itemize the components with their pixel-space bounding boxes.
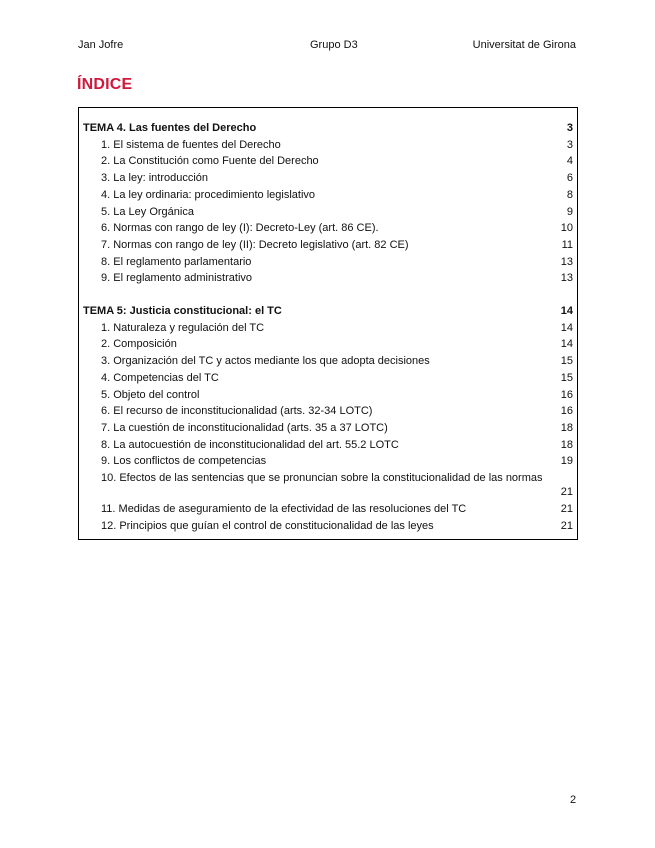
table-of-contents (78, 107, 578, 540)
toc-entry-page: 14 (560, 321, 573, 334)
toc-entry-page: 3 (566, 138, 573, 151)
toc-entry-label: 5. La Ley Orgánica (101, 205, 194, 218)
toc-entry-page: 16 (560, 405, 573, 418)
toc-entry[interactable] (83, 270, 573, 287)
toc-entry[interactable] (83, 437, 573, 454)
toc-entry-label: 11. Medidas de aseguramiento de la efectividad de las resoluciones del TC (101, 503, 467, 516)
toc-entry-page: 11 (561, 238, 573, 251)
toc-entry-page: 16 (560, 388, 573, 401)
toc-entry-label: 7. La cuestión de inconstitucionalidad (arts. 35 a 37 LOTC) (101, 421, 388, 434)
toc-entry-page: 9 (566, 205, 573, 218)
page-header (78, 39, 576, 53)
toc-entry-page: 18 (560, 421, 573, 434)
toc-entry-page: 21 (560, 519, 573, 532)
toc-entry[interactable] (83, 353, 573, 370)
header-group: Grupo D3 (310, 39, 358, 51)
toc-entry-label: 7. Normas con rango de ley (II): Decreto legislativo (art. 82 CE) (101, 238, 409, 251)
toc-entry[interactable] (83, 471, 573, 499)
toc-entry-page: 19 (560, 455, 573, 468)
toc-entry-page: 15 (560, 371, 573, 384)
toc-topic-heading[interactable] (83, 120, 573, 137)
toc-entry[interactable] (83, 387, 573, 404)
toc-entry-label: 10. Efectos de las sentencias que se pronuncian sobre la constitucionalidad de las normas (101, 472, 543, 485)
toc-entry-label: 2. La Constitución como Fuente del Derecho (101, 155, 319, 168)
header-university: Universitat de Girona (472, 39, 576, 51)
toc-entry-label: 6. El recurso de inconstitucionalidad (arts. 32-34 LOTC) (101, 405, 373, 418)
toc-entry-label: 3. La ley: introducción (101, 172, 209, 185)
toc-entry-page: 6 (566, 172, 573, 185)
toc-entry[interactable] (83, 336, 573, 353)
toc-entry-label: 9. Los conflictos de competencias (101, 455, 267, 468)
toc-entry-label: 12. Principios que guían el control de constitucionalidad de las leyes (101, 519, 434, 532)
toc-entry[interactable] (83, 170, 573, 187)
toc-entry-page: 14 (560, 338, 573, 351)
toc-entry-page: 13 (560, 272, 573, 285)
toc-entry-label: 8. El reglamento parlamentario (101, 255, 252, 268)
toc-entry-page: 4 (566, 155, 573, 168)
toc-entry-page: 13 (560, 255, 573, 268)
toc-entry-label: 2. Composición (101, 338, 177, 351)
toc-entry[interactable] (83, 518, 573, 535)
toc-entry[interactable] (83, 153, 573, 170)
toc-entry[interactable] (83, 403, 573, 420)
page-title: ÍNDICE (77, 76, 133, 93)
toc-entry[interactable] (83, 187, 573, 204)
header-author: Jan Jofre (78, 39, 124, 51)
toc-entry-page: 18 (560, 438, 573, 451)
toc-entry-label: 6. Normas con rango de ley (I): Decreto-Ley (art. 86 CE). (101, 222, 379, 235)
toc-entry-label: 1. Naturaleza y regulación del TC (101, 321, 265, 334)
toc-entry[interactable] (83, 453, 573, 470)
toc-entry[interactable] (83, 420, 573, 437)
toc-entry-label: 4. La ley ordinaria: procedimiento legislativo (101, 188, 316, 201)
toc-entry[interactable] (83, 204, 573, 221)
toc-entry[interactable] (83, 320, 573, 337)
toc-entry-label: 3. Organización del TC y actos mediante los que adopta decisiones (101, 355, 430, 368)
toc-entry-page: 21 (560, 486, 573, 499)
toc-entry-page: 15 (560, 355, 573, 368)
toc-topic-heading[interactable] (83, 303, 573, 320)
toc-entry[interactable] (83, 237, 573, 254)
toc-entry-label: 4. Competencias del TC (101, 371, 219, 384)
toc-entry-page: 21 (560, 503, 573, 516)
toc-entry-page: 10 (560, 222, 573, 235)
toc-topic-page: 14 (560, 305, 573, 317)
toc-entry-label: 1. El sistema de fuentes del Derecho (101, 138, 281, 151)
toc-entry[interactable] (83, 137, 573, 154)
toc-entry-label: 5. Objeto del control (101, 388, 200, 401)
toc-topic-label: TEMA 5: Justicia constitucional: el TC (83, 305, 282, 317)
toc-entry-label: 9. El reglamento administrativo (101, 272, 253, 285)
toc-entry-page: 8 (566, 188, 573, 201)
toc-entry[interactable] (83, 254, 573, 271)
page-number: 2 (570, 794, 577, 806)
toc-entry[interactable] (83, 501, 573, 518)
toc-topic-page: 3 (566, 122, 573, 134)
toc-entry[interactable] (83, 370, 573, 387)
toc-section-tema-4 (83, 120, 573, 287)
toc-topic-label: TEMA 4. Las fuentes del Derecho (83, 122, 257, 134)
toc-section-tema-5 (83, 303, 573, 534)
toc-entry[interactable] (83, 220, 573, 237)
toc-entry-label: 8. La autocuestión de inconstitucionalidad del art. 55.2 LOTC (101, 438, 399, 451)
